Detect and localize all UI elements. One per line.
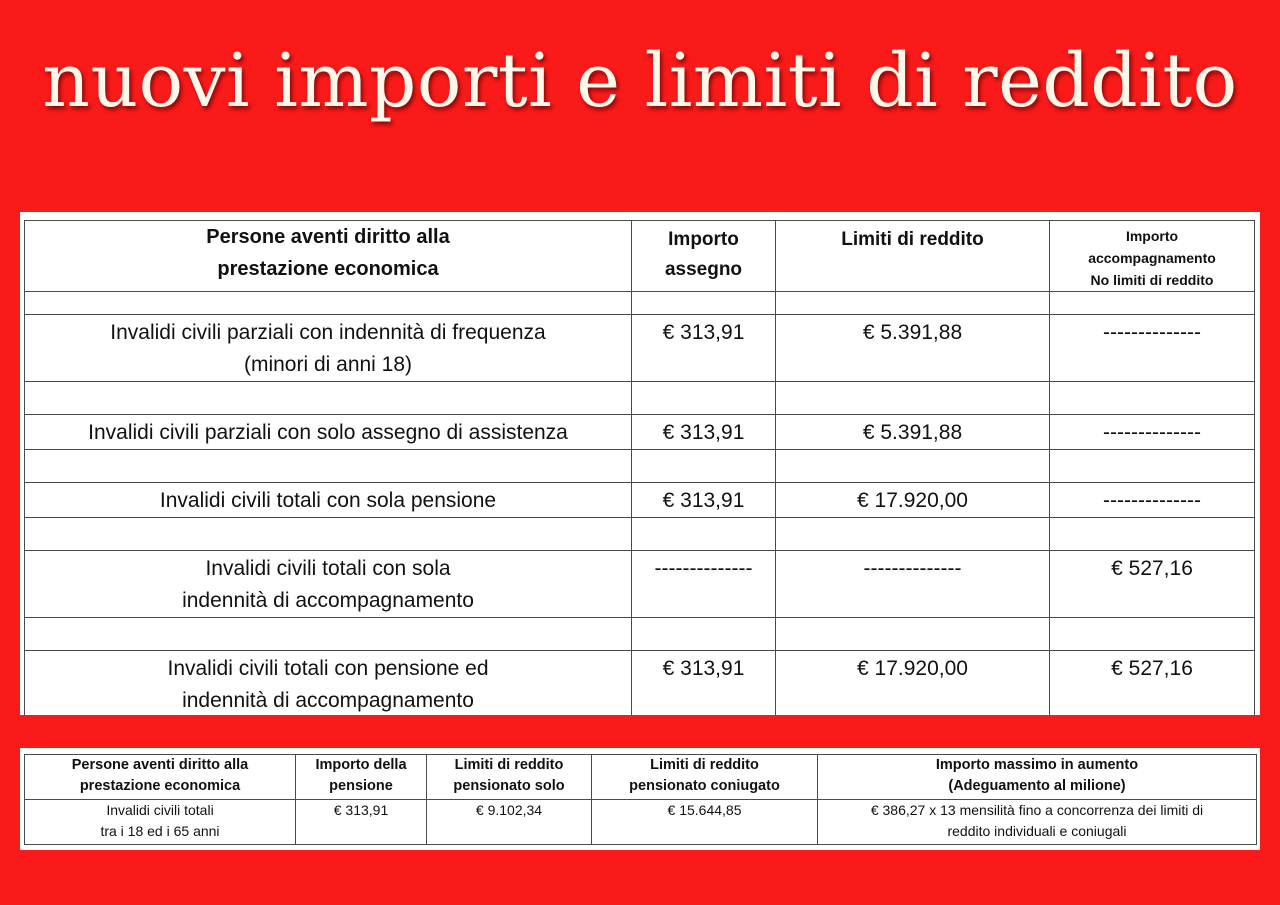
row-limiti: € 17.920,00 (776, 483, 1050, 518)
row-importo: € 313,91 (632, 315, 776, 382)
pension-table (24, 754, 1257, 845)
row-description: Invalidi civili totali con sola pensione (25, 483, 632, 518)
row-description: Invalidi civili totali con pensione ed indennità di accompagnamento (25, 651, 632, 716)
row-description: Invalidi civili totali con sola indennità di accompagnamento (25, 551, 632, 618)
row-description: Invalidi civili totali tra i 18 ed i 65 anni (25, 800, 296, 845)
spacer-row (25, 618, 1255, 651)
spacer-row (25, 518, 1255, 551)
table-header-row (25, 755, 1257, 800)
table-row (25, 415, 1255, 450)
table-row (25, 483, 1255, 518)
row-importo-massimo: € 386,27 x 13 mensilità fino a concorrenza dei limiti di reddito individuali e coniugali (818, 800, 1257, 845)
table-row (25, 551, 1255, 618)
spacer-row (25, 382, 1255, 415)
spacer-row (25, 450, 1255, 483)
row-limiti-solo: € 9.102,34 (427, 800, 592, 845)
header-persone: Persone aventi diritto alla prestazione economica (25, 221, 632, 292)
row-importo: -------------- (632, 551, 776, 618)
row-accompagnamento: -------------- (1050, 483, 1255, 518)
row-limiti: € 17.920,00 (776, 651, 1050, 716)
header-importo-massimo: Importo massimo in aumento (Adeguamento al milione) (818, 755, 1257, 800)
row-limiti-coniugato: € 15.644,85 (592, 800, 818, 845)
row-accompagnamento: € 527,16 (1050, 651, 1255, 716)
row-description: Invalidi civili parziali con solo assegno di assistenza (25, 415, 632, 450)
row-accompagnamento: € 527,16 (1050, 551, 1255, 618)
header-persone: Persone aventi diritto alla prestazione economica (25, 755, 296, 800)
table-header-row (25, 221, 1255, 292)
row-description: Invalidi civili parziali con indennità di frequenza (minori di anni 18) (25, 315, 632, 382)
row-limiti: € 5.391,88 (776, 315, 1050, 382)
row-accompagnamento: -------------- (1050, 415, 1255, 450)
benefits-table (24, 220, 1255, 715)
header-importo-assegno: Importo assegno (632, 221, 776, 292)
header-importo-pensione: Importo della pensione (296, 755, 427, 800)
header-importo-accompagnamento: Importo accompagnamento No limiti di reddito (1050, 221, 1255, 292)
row-limiti: -------------- (776, 551, 1050, 618)
header-limiti-coniugato: Limiti di reddito pensionato coniugato (592, 755, 818, 800)
row-importo: € 313,91 (296, 800, 427, 845)
table-row (25, 800, 1257, 845)
row-importo: € 313,91 (632, 415, 776, 450)
table-row (25, 315, 1255, 382)
row-limiti: € 5.391,88 (776, 415, 1050, 450)
row-importo: € 313,91 (632, 651, 776, 716)
header-limiti-solo: Limiti di reddito pensionato solo (427, 755, 592, 800)
spacer-row (25, 292, 1255, 315)
pension-table-panel (20, 748, 1260, 850)
row-importo: € 313,91 (632, 483, 776, 518)
main-benefits-table-panel (20, 212, 1260, 715)
table-row (25, 651, 1255, 716)
page-title: nuovi importi e limiti di reddito (42, 38, 1238, 124)
row-accompagnamento: -------------- (1050, 315, 1255, 382)
header-limiti-reddito: Limiti di reddito (776, 221, 1050, 292)
